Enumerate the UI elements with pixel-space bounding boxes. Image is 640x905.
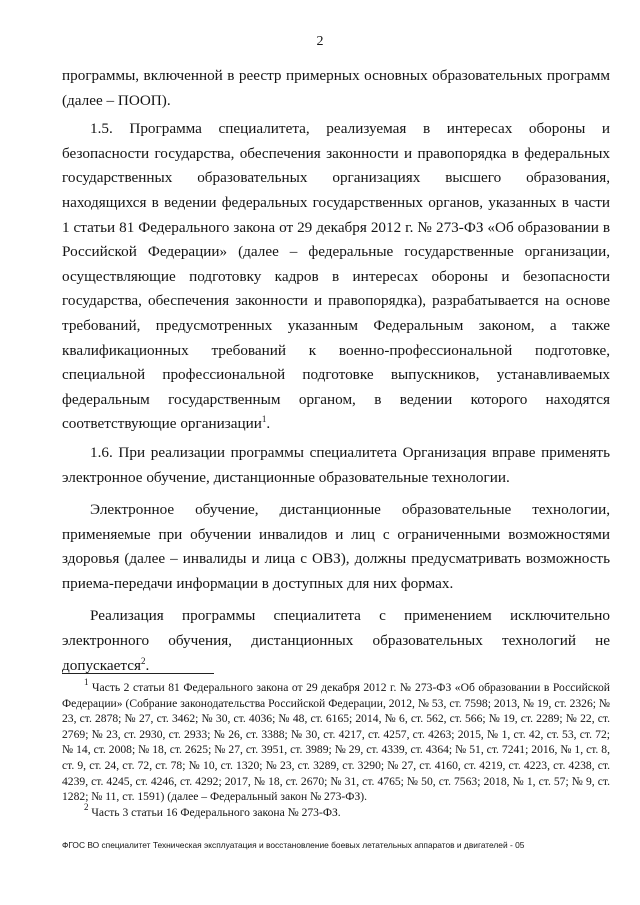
paragraph-continuation: программы, включенной в реестр примерных основных образовательных программ (далее – ПООП). <box>62 67 610 109</box>
page-footer: ФГОС ВО специалитет Техническая эксплуатация и восстановление боевых летательных аппаратов и двигателей - 05 <box>62 840 525 850</box>
footnote-ref-1[interactable]: 1 <box>261 414 267 425</box>
footnote-ref-2[interactable]: 2 <box>140 655 146 666</box>
paragraph-1-6: 1.6. При реализации программы специалитета Организация вправе применять электронное обучение, дистанционные образовательные технологии. <box>62 443 610 486</box>
page-number: 2 <box>316 34 324 49</box>
document-body <box>62 64 610 682</box>
paragraph-restriction-text: Реализация программы специалитета с применением исключительно электронного обучения, дистанционных образовательных технологий не допускается <box>62 607 610 674</box>
paragraph-restriction-end: . <box>145 656 150 674</box>
footnote-2-mark: 2 <box>84 801 89 812</box>
footnote-1-text: Часть 2 статьи 81 Федерального закона от 29 декабря 2012 г. № 273-ФЗ «Об образовании в Российской Федерации» (Собрание законодательства Российской Федерации, 2012, № 53, ст. 7598; 2013, № 19, ст. 2326; № 23, ст. 2878; № 27, ст. 3462; № 30, ст. 4036; № 48, ст. 6165; 2014, № 6, ст. 562, ст. 566; № 19, ст. 2289; № 22, ст. 2769; № 23, ст. 2930, ст. 2933; № 26, ст. 3388; № 30, ст. 4217, ст. 4257, ст. 4263; 2015, № 1, ст. 42, ст. 53, ст. 72; № 14, ст. 2008; № 18, ст. 2625; № 27, ст. 3951, ст. 3989; № 29, ст. 4339, ст. 4364; № 51, ст. 7241; 2016, № 1, ст. 8, ст. 9, ст. 24, ст. 72, ст. 78; № 10, ст. 1320; № 23, ст. 3289, ст. 3290; № 27, ст. 4160, ст. 4219, ст. 4223, ст. 4238, ст. 4239, ст. 4245, ст. 4246, ст. 4292; 2017, № 18, ст. 2670; № 31, ст. 4765; № 50, ст. 7563; 2018, № 1, ст. 57; № 9, ст. 1282; № 11, ст. 1591) (далее – Федеральный закон № 273-ФЗ). <box>62 681 610 804</box>
paragraph-e-learning: Электронное обучение, дистанционные образовательные технологии, применяемые при обучении инвалидов и лиц с ограниченными возможностями здоровья (далее – инвалиды и лица с ОВЗ), должны предусматривать возможность приема-передачи информации в доступных для них формах. <box>62 501 610 592</box>
footnote-1-mark: 1 <box>84 677 89 687</box>
paragraph-1-5 <box>62 117 610 437</box>
footnote-separator <box>62 673 214 674</box>
paragraph-1-5-text: 1.5. Программа специалитета, реализуемая в интересах обороны и безопасности государства, обеспечения законности и правопорядка в федеральных государственных образовательных организациях высшего образования, находящихся в ведении федеральных государственных органов, указанных в части 1 статьи 81 Федерального закона от 29 декабря 2012 г. № 273-ФЗ «Об образовании в Российской Федерации» (далее – федеральные государственные организации, осуществляющие подготовку кадров в интересах обороны и безопасности государства, обеспечения законности и правопорядка), разрабатывается на основе требований, предусмотренных указанным Федеральным законом, а также квалификационных требований к военно-профессиональной подготовке, специальной профессиональной подготовке выпускников, устанавливаемых федеральным государственным органом, в ведении которого находятся соответствующие организации <box>62 120 610 433</box>
footnote-2 <box>62 801 610 821</box>
paragraph-restriction <box>62 604 610 678</box>
paragraph-1-5-end: . <box>266 415 271 433</box>
footnotes <box>62 677 610 820</box>
footnote-1 <box>62 677 610 805</box>
footnote-2-text: Часть 3 статьи 16 Федерального закона № 273-ФЗ. <box>88 805 341 819</box>
